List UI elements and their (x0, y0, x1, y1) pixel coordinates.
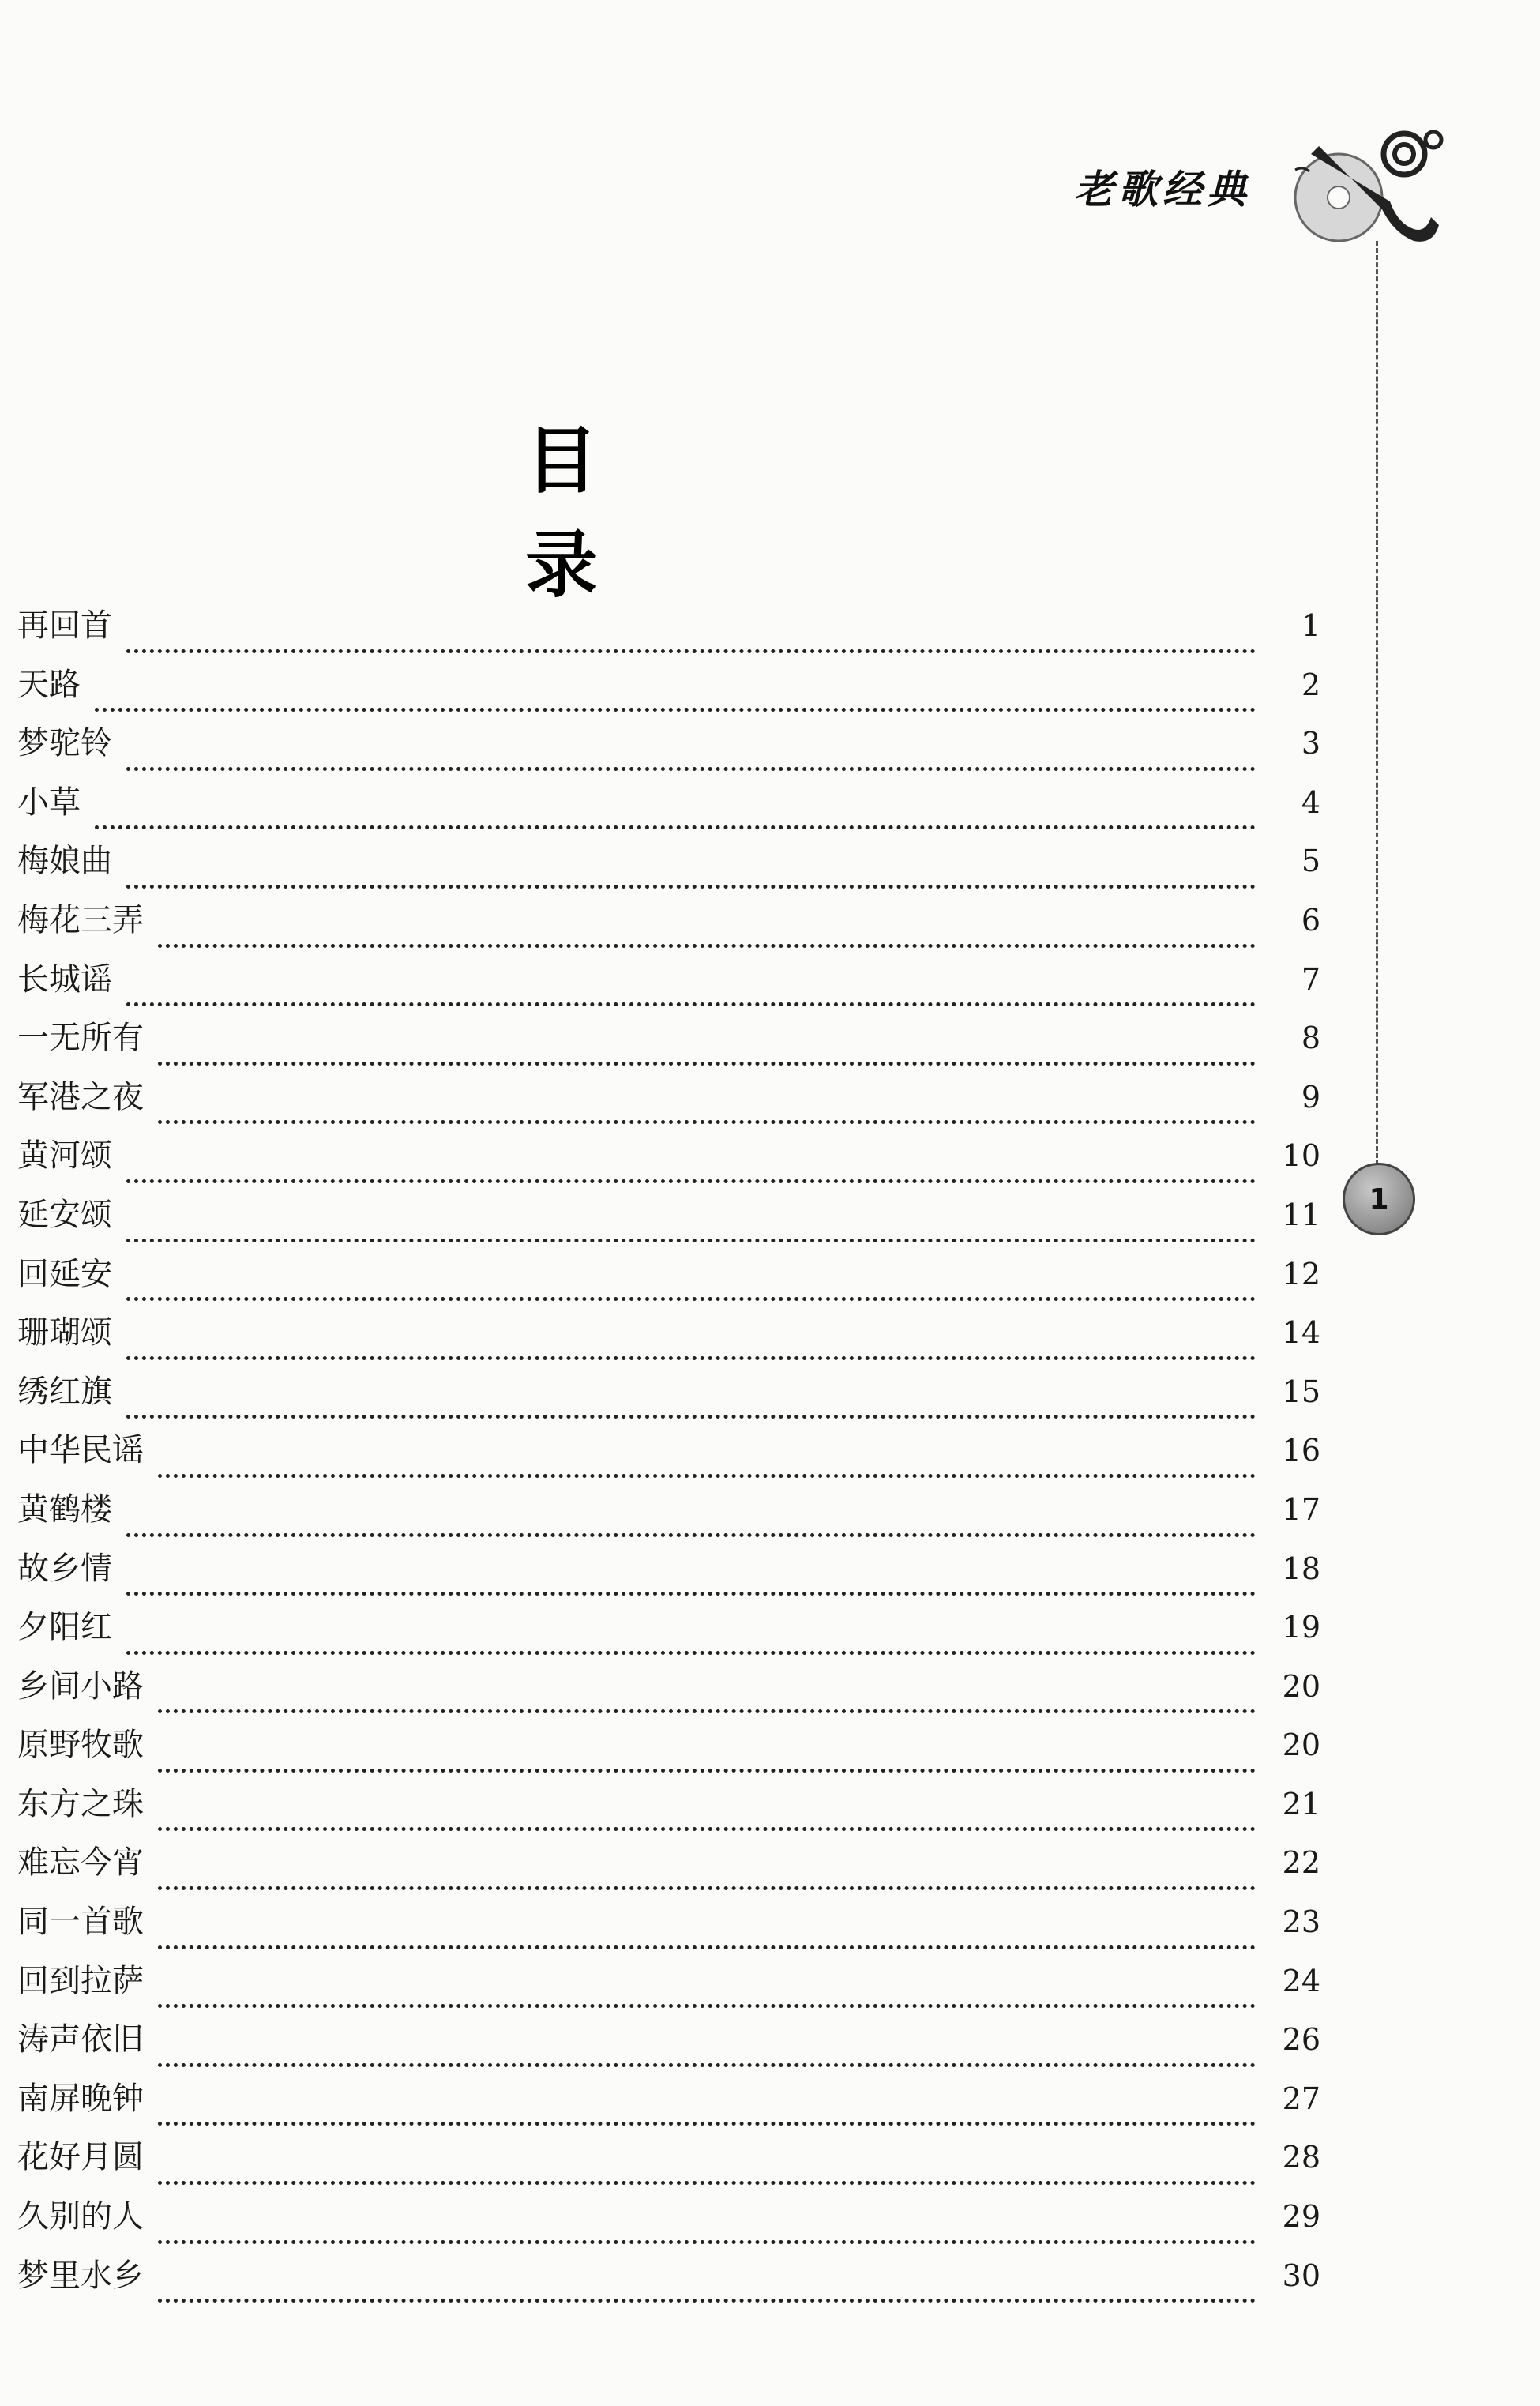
header-brand: 老歌经典 (1074, 167, 1251, 212)
toc-entry-title: 黄鹤楼 (17, 1491, 112, 1528)
toc-entry-page: 11 (1282, 1197, 1320, 1232)
toc-entry-title: 花好月圆 (17, 2139, 144, 2176)
toc-entry[interactable] (17, 777, 1320, 836)
toc-entry-page: 6 (1301, 902, 1320, 938)
toc-entry-page: 23 (1282, 1904, 1320, 1940)
toc-entry-page: 22 (1282, 1845, 1320, 1881)
toc-entry[interactable] (17, 718, 1320, 777)
toc-entry-title: 乡间小路 (17, 1667, 144, 1705)
toc-entry-page: 9 (1301, 1079, 1320, 1115)
toc-dot-leader (158, 1827, 1256, 1831)
toc-dot-leader (158, 2299, 1256, 2303)
toc-entry-page: 27 (1282, 2081, 1320, 2116)
toc-entry[interactable] (17, 2132, 1320, 2191)
toc-dot-leader (126, 767, 1256, 771)
toc-dot-leader (126, 1415, 1256, 1419)
toc-entry-title: 黄河颂 (17, 1137, 112, 1175)
toc-dot-leader (158, 1709, 1256, 1713)
table-of-contents (17, 600, 1320, 2309)
toc-entry[interactable] (17, 1956, 1320, 2015)
toc-entry-page: 18 (1282, 1551, 1320, 1586)
toc-entry[interactable] (17, 1543, 1320, 1603)
toc-entry[interactable] (17, 1013, 1320, 1072)
toc-dot-leader (126, 1002, 1256, 1006)
toc-entry[interactable] (17, 1190, 1320, 1249)
toc-dot-leader (158, 1062, 1256, 1066)
toc-entry[interactable] (17, 836, 1320, 895)
toc-entry-page: 3 (1301, 726, 1320, 761)
toc-dot-leader (126, 1592, 1256, 1596)
toc-dot-leader (126, 1356, 1256, 1360)
toc-entry-page: 8 (1301, 1021, 1320, 1056)
toc-entry-page: 14 (1282, 1315, 1320, 1351)
toc-dot-leader (158, 1945, 1256, 1949)
toc-entry-title: 小草 (17, 784, 81, 821)
toc-entry[interactable] (17, 2014, 1320, 2073)
toc-entry-page: 20 (1282, 1727, 1320, 1763)
toc-entry[interactable] (17, 895, 1320, 954)
toc-entry-page: 21 (1282, 1786, 1320, 1821)
toc-dot-leader (126, 885, 1256, 889)
toc-entry-title: 中华民谣 (17, 1432, 144, 1469)
toc-entry-title: 长城谣 (17, 961, 112, 998)
toc-entry-page: 4 (1301, 784, 1320, 820)
toc-entry-title: 原野牧歌 (17, 1727, 144, 1764)
toc-entry[interactable] (17, 2191, 1320, 2250)
toc-entry-title: 梦里水乡 (17, 2257, 144, 2294)
toc-entry-title: 绣红旗 (17, 1373, 112, 1410)
toc-entry[interactable] (17, 660, 1320, 719)
toc-entry-title: 南屏晚钟 (17, 2080, 144, 2117)
toc-entry-title: 天路 (17, 666, 81, 703)
toc-dot-leader (126, 1239, 1256, 1242)
toc-entry-title: 梦驼铃 (17, 725, 112, 762)
toc-entry-title: 同一首歌 (17, 1904, 144, 1941)
toc-dot-leader (126, 1533, 1256, 1537)
toc-dot-leader (95, 825, 1256, 829)
toc-entry[interactable] (17, 1249, 1320, 1308)
toc-entry-title: 夕阳红 (17, 1609, 112, 1646)
toc-entry-page: 17 (1282, 1491, 1320, 1527)
toc-entry-page: 10 (1282, 1138, 1320, 1174)
toc-dot-leader (95, 708, 1256, 712)
toc-entry[interactable] (17, 1425, 1320, 1484)
toc-dot-leader (126, 1297, 1256, 1301)
toc-entry-title: 涛声依旧 (17, 2021, 144, 2058)
toc-dot-leader (158, 1886, 1256, 1890)
toc-entry-page: 19 (1282, 1610, 1320, 1645)
toc-dot-leader (158, 2240, 1256, 2244)
toc-dot-leader (158, 1474, 1256, 1478)
toc-entry-page: 12 (1282, 1256, 1320, 1291)
saxophone-cd-icon (1264, 122, 1453, 257)
toc-entry-title: 回到拉萨 (17, 1962, 144, 1999)
toc-entry-page: 24 (1282, 1963, 1320, 1998)
toc-entry-title: 延安颂 (17, 1196, 112, 1233)
toc-entry-page: 28 (1282, 2140, 1320, 2175)
toc-entry[interactable] (17, 1779, 1320, 1838)
toc-entry[interactable] (17, 600, 1320, 660)
toc-entry-page: 26 (1282, 2022, 1320, 2058)
toc-dot-leader (158, 2004, 1256, 2008)
toc-entry-page: 16 (1282, 1433, 1320, 1468)
toc-dot-leader (158, 1769, 1256, 1773)
toc-entry-title: 故乡情 (17, 1550, 112, 1587)
toc-entry[interactable] (17, 1307, 1320, 1367)
toc-entry-title: 久别的人 (17, 2198, 144, 2235)
page-title: 目录 (525, 419, 717, 607)
toc-entry-page: 29 (1282, 2199, 1320, 2235)
toc-entry-title: 梅娘曲 (17, 843, 112, 880)
toc-entry[interactable] (17, 1367, 1320, 1426)
toc-entry-title: 一无所有 (17, 1020, 144, 1057)
toc-entry-page: 30 (1282, 2258, 1320, 2293)
toc-entry-title: 再回首 (17, 607, 112, 644)
toc-entry[interactable] (17, 1720, 1320, 1779)
toc-entry-title: 难忘今宵 (17, 1844, 144, 1882)
toc-dot-leader (158, 1120, 1256, 1124)
toc-dot-leader (126, 1651, 1256, 1655)
toc-entry-title: 军港之夜 (17, 1078, 144, 1115)
toc-dot-leader (126, 649, 1256, 653)
toc-entry-title: 回延安 (17, 1255, 112, 1292)
toc-entry[interactable] (17, 1130, 1320, 1190)
toc-dot-leader (158, 2122, 1256, 2126)
toc-entry[interactable] (17, 1602, 1320, 1661)
toc-entry[interactable] (17, 1661, 1320, 1720)
toc-entry[interactable] (17, 2073, 1320, 2133)
toc-entry-title: 珊瑚颂 (17, 1314, 112, 1351)
toc-entry-title: 梅花三弄 (17, 901, 144, 938)
toc-entry-page: 15 (1282, 1374, 1320, 1409)
toc-entry-page: 5 (1301, 844, 1320, 879)
toc-entry-page: 20 (1282, 1668, 1320, 1704)
toc-entry[interactable] (17, 1484, 1320, 1543)
toc-entry-title: 东方之珠 (17, 1785, 144, 1822)
toc-entry-page: 1 (1301, 608, 1320, 643)
toc-entry-page: 2 (1301, 667, 1320, 702)
toc-dot-leader (158, 2063, 1256, 2067)
toc-entry[interactable] (17, 1837, 1320, 1897)
toc-dot-leader (126, 1179, 1256, 1183)
page-number-badge: 1 (1343, 1163, 1415, 1235)
toc-entry[interactable] (17, 1897, 1320, 1956)
margin-dotted-rule (1376, 241, 1378, 1165)
toc-dot-leader (158, 2181, 1256, 2185)
toc-entry[interactable] (17, 2250, 1320, 2310)
toc-entry-page: 7 (1301, 961, 1320, 997)
toc-entry[interactable] (17, 1072, 1320, 1131)
toc-entry[interactable] (17, 954, 1320, 1013)
toc-dot-leader (158, 944, 1256, 948)
